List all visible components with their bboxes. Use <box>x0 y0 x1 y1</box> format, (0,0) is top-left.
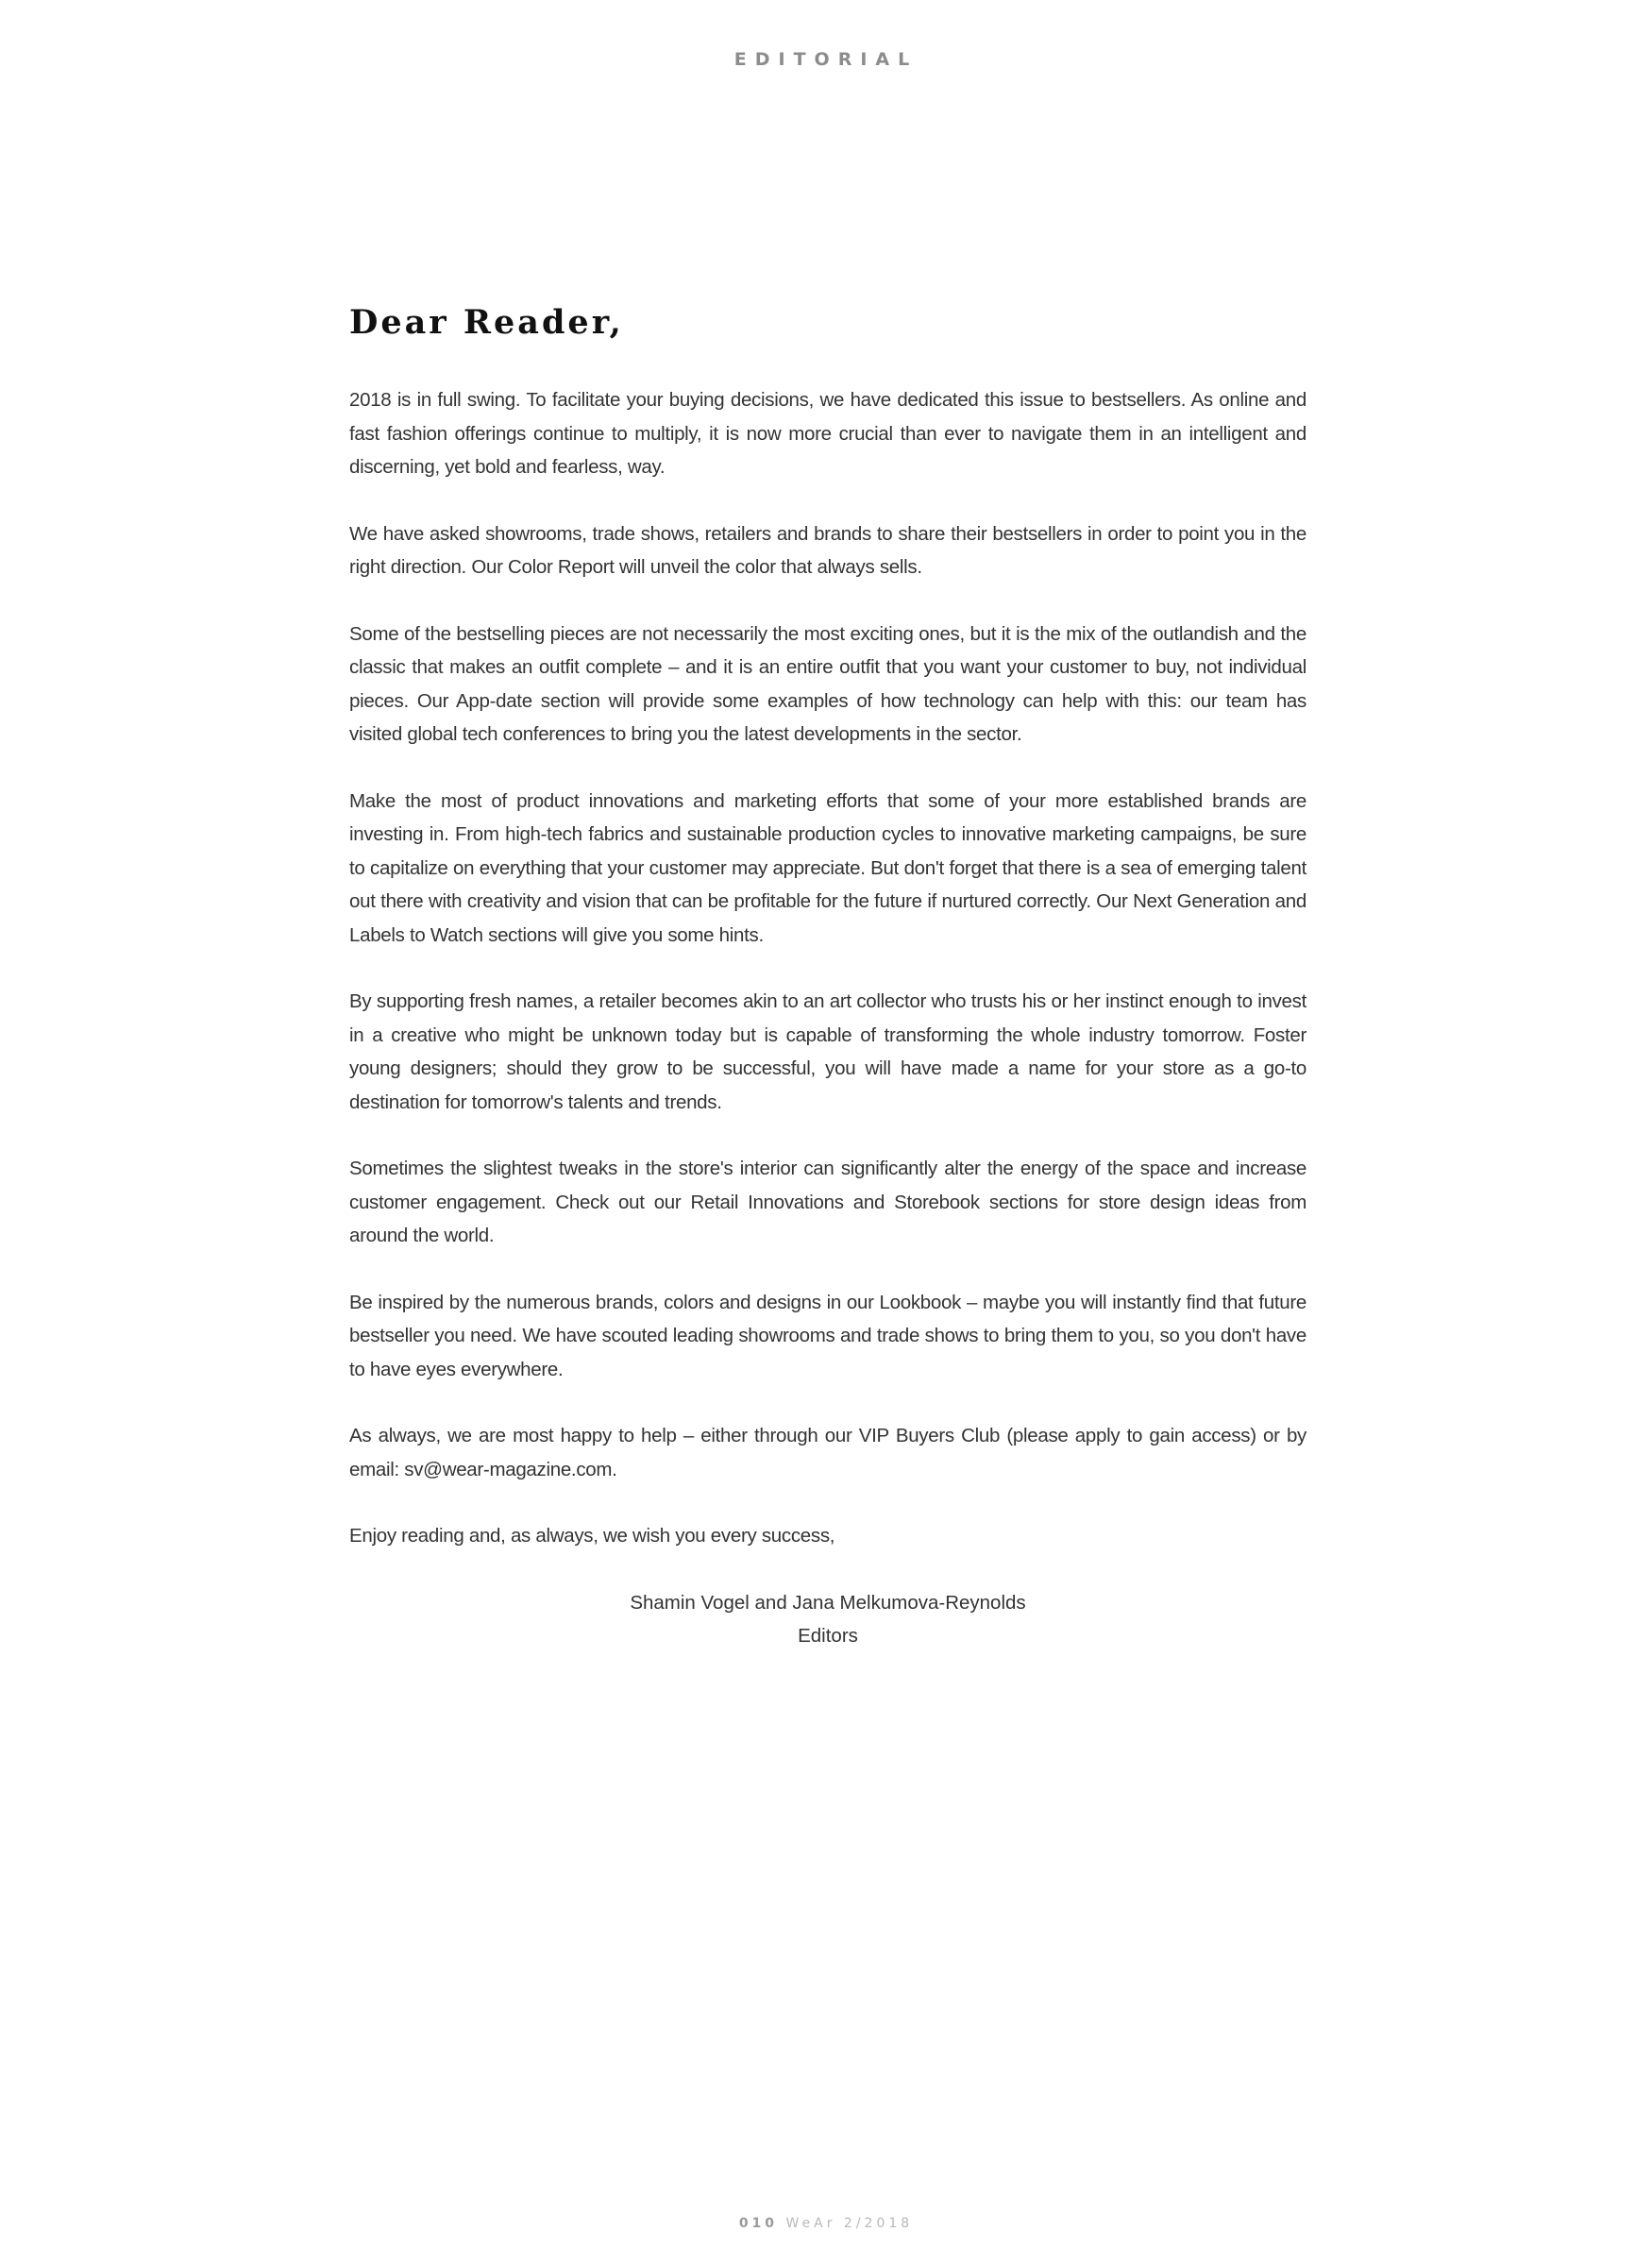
paragraph: We have asked showrooms, trade shows, retailers and brands to share their bestsellers in order to point you in the right direction. Our Color Report will unveil the color that always sells. <box>349 522 1306 578</box>
paragraph: Be inspired by the numerous brands, colors and designs in our Lookbook – maybe you will instantly find that future bestseller you need. We have scouted leading showrooms and trade shows to bring them to you, so you don't have to have eyes everywhere. <box>349 1291 1306 1380</box>
paragraph: Some of the bestselling pieces are not necessarily the most exciting ones, but it is the mix of the outlandish and the classic that makes an outfit complete – and it is an entire outfit that you want your customer to buy, not individual pieces. Our App-date section will provide some examples of how technology can help with this: our team has visited global tech conferences to bring you the latest developments in the sector. <box>349 622 1306 745</box>
section-header: EDITORIAL <box>733 49 919 70</box>
paragraph: As always, we are most happy to help – either through our VIP Buyers Club (please apply to gain access) or by email: sv@wear-magazine.com. <box>349 1425 1306 1480</box>
paragraph: 2018 is in full swing. To facilitate your buying decisions, we have dedicated this issue to bestsellers. As online and fast fashion offerings continue to multiply, it is now more crucial than ever to navigate them in an intelligent and discerning, yet bold and fearless, way. <box>349 389 1306 478</box>
signature-names: Shamin Vogel and Jana Melkumova-Reynolds <box>630 1591 1026 1614</box>
publication-issue: WeAr 2/2018 <box>785 2216 914 2231</box>
editorial-letter <box>349 300 1306 1653</box>
signature-block <box>349 1586 1306 1653</box>
page-number: 010 <box>738 2216 779 2231</box>
paragraph: Make the most of product innovations and marketing efforts that some of your more established brands are investing in. From high-tech fabrics and sustainable production cycles to innovative marketing campaigns, be sure to capitalize on everything that your customer may appreciate. But don't forget that there is a sea of emerging talent out there with creativity and vision that can be profitable for the future if nurtured correctly. Our Next Generation and Labels to Watch sections will give you some hints. <box>349 789 1306 946</box>
page-footer <box>0 2216 1652 2231</box>
paragraph: Sometimes the slightest tweaks in the store's interior can significantly alter the energy of the space and increase customer engagement. Check out our Retail Innovations and Storebook sections for store design ideas from around the world. <box>349 1158 1306 1246</box>
letter-greeting: Dear Reader, <box>349 303 624 342</box>
paragraph: Enjoy reading and, as always, we wish you every success, <box>349 1525 835 1547</box>
paragraph: By supporting fresh names, a retailer becomes akin to an art collector who trusts his or her instinct enough to invest in a creative who might be unknown today but is capable of transforming the whole industry tomorrow. Foster young designers; should they grow to be successful, you will have made a name for your store as a go-to destination for tomorrow's talents and trends. <box>349 990 1306 1113</box>
signature-role: Editors <box>798 1625 858 1647</box>
